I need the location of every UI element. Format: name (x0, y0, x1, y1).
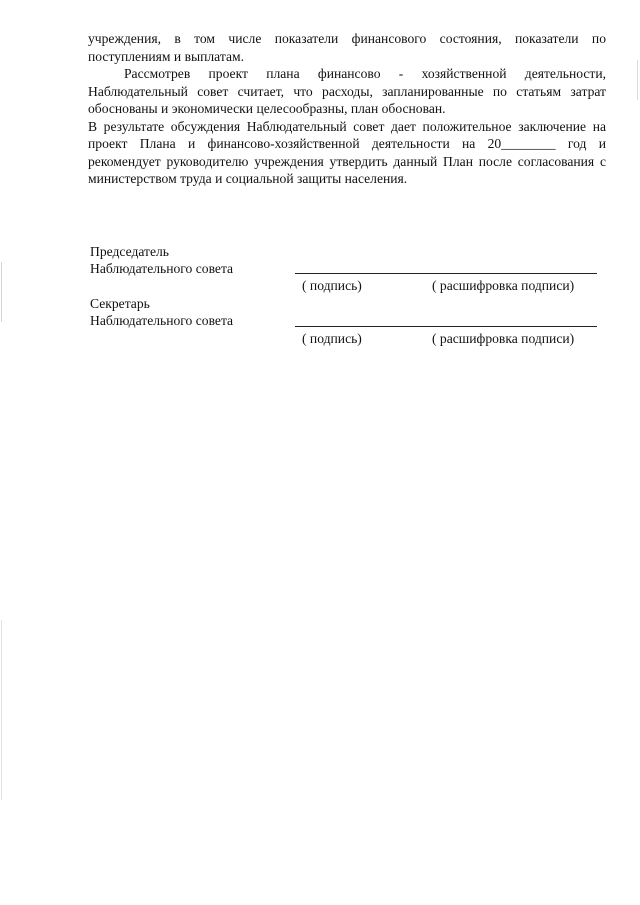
conclusion-text-part1: В результате обсуждения Наблюдательный совет дает положительное заключение на проект Плана и финансово-хозяйственной деятельности на (88, 118, 606, 151)
secretary-signature-line (295, 326, 597, 327)
secretary-role-board: Наблюдательного совета (90, 313, 234, 328)
conclusion-text-part2: год и рекомендует руководителю учреждения утвердить данный План после согласования с министерством труда и социальной защиты населения. (88, 136, 606, 186)
scan-artifact-right (637, 60, 638, 100)
chair-role-board: Наблюдательного совета (90, 261, 234, 276)
paragraph-continuation: учреждения, в том числе показатели финансового состояния, показатели по поступлениям и выплатам. (88, 31, 606, 64)
scan-artifact-left (1, 262, 2, 322)
chair-signature-line (295, 273, 597, 274)
paragraph-conclusion (88, 118, 606, 188)
paragraph-review: Рассмотрев проект плана финансово - хозяйственной деятельности, Наблюдательный совет считает, что расходы, запланированные по статьям затрат обоснованы и экономически целесообразны, план обоснован. (88, 66, 606, 116)
secretary-role-title: Секретарь (90, 296, 150, 311)
chair-role (90, 243, 233, 277)
secretary-role (90, 295, 233, 329)
chair-caption-signature: ( подпись) (302, 278, 362, 293)
secretary-caption-decoding: ( расшифровка подписи) (432, 331, 575, 346)
secretary-caption-signature: ( подпись) (302, 331, 362, 346)
chair-role-title: Председатель (90, 244, 169, 259)
scan-artifact-left-lower (1, 620, 2, 800)
chair-caption-decoding: ( расшифровка подписи) (432, 278, 575, 293)
document-body (88, 30, 606, 188)
conclusion-year-blank: 20________ (487, 136, 556, 151)
